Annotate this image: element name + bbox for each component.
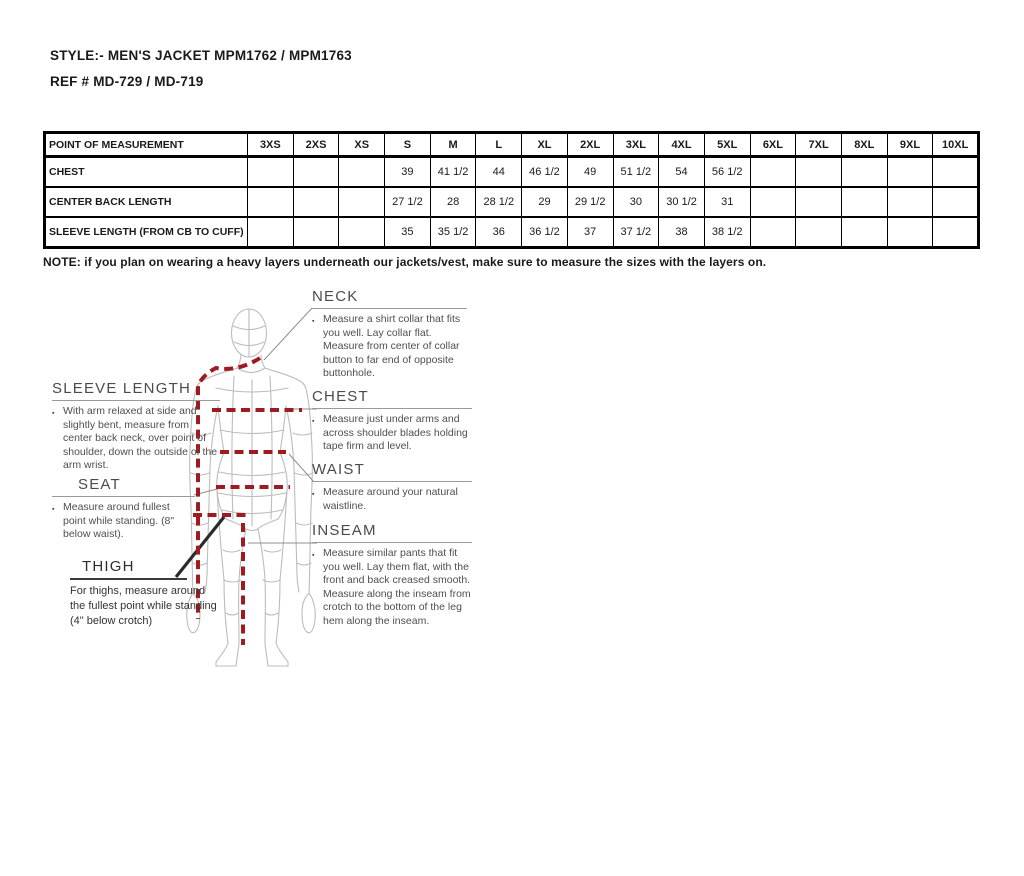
neck-description: ▪ Measure a shirt collar that fits you well. Lay collar flat. Measure from center of collar button to far end of opposite buttonhole. — [312, 313, 467, 381]
col-header-size: 2XL — [567, 133, 613, 157]
table-row-sleeve-length — [45, 217, 979, 248]
size-cell: 28 1/2 — [476, 187, 522, 217]
size-cell: 46 1/2 — [522, 157, 568, 188]
chest-description: ▪ Measure just under arms and across shoulder blades holding tape firm and level. — [312, 413, 472, 454]
size-cell: 31 — [704, 187, 750, 217]
inseam-title: INSEAM — [312, 522, 472, 543]
measurement-diagram — [40, 288, 500, 688]
size-cell: 35 1/2 — [430, 217, 476, 248]
size-cell — [887, 187, 933, 217]
seat-description: ▪ Measure around fullest point while standing. (8" below waist). — [52, 501, 195, 542]
waist-description: ▪ Measure around your natural waistline. — [312, 486, 472, 513]
inseam-description: ▪ Measure similar pants that fit you well. Lay them flat, with the front and back creased smooth. Measure along the inseam from crotch to the bottom of the leg hem along the inseam. — [312, 547, 472, 628]
row-label: CHEST — [45, 157, 248, 188]
size-cell — [248, 187, 294, 217]
sleeve-length-title: SLEEVE LENGTH — [52, 380, 220, 401]
size-cell — [750, 157, 796, 188]
size-cell — [796, 217, 842, 248]
waist-title: WAIST — [312, 461, 472, 482]
size-cell: 37 — [567, 217, 613, 248]
col-header-size: 9XL — [887, 133, 933, 157]
seat-label-block — [52, 476, 195, 542]
col-header-size: 7XL — [796, 133, 842, 157]
neck-title: NECK — [312, 288, 467, 309]
size-cell: 44 — [476, 157, 522, 188]
size-cell: 41 1/2 — [430, 157, 476, 188]
size-cell — [339, 187, 385, 217]
waist-label-block — [312, 461, 472, 513]
size-cell — [933, 157, 979, 188]
size-cell — [841, 217, 887, 248]
neck-label-block — [312, 288, 467, 381]
size-cell: 28 — [430, 187, 476, 217]
thigh-description: For thighs, measure around the fullest point while standing (4" below crotch) — [70, 585, 217, 627]
row-label: SLEEVE LENGTH (FROM CB TO CUFF) — [45, 217, 248, 248]
waist-leader-line — [289, 454, 314, 482]
col-header-size: L — [476, 133, 522, 157]
col-header-size: M — [430, 133, 476, 157]
row-label: CENTER BACK LENGTH — [45, 187, 248, 217]
size-cell: 36 1/2 — [522, 217, 568, 248]
size-cell — [750, 187, 796, 217]
sleeve-length-description: ▪ With arm relaxed at side and slightly bent, measure from center back neck, over point of shoulder, down the outside of the arm wrist. — [52, 405, 220, 473]
neck-leader-line — [264, 308, 312, 360]
seat-title: SEAT — [52, 476, 195, 497]
col-header-size: 6XL — [750, 133, 796, 157]
size-cell — [933, 187, 979, 217]
size-cell — [248, 217, 294, 248]
size-cell — [339, 217, 385, 248]
size-table — [43, 131, 980, 249]
size-chart — [43, 131, 977, 249]
size-cell: 37 1/2 — [613, 217, 659, 248]
col-header-size: 5XL — [704, 133, 750, 157]
size-cell — [887, 157, 933, 188]
col-header-point-of-measurement: POINT OF MEASUREMENT — [45, 133, 248, 157]
col-header-size: S — [385, 133, 431, 157]
size-cell: 30 — [613, 187, 659, 217]
inseam-label-block — [312, 522, 472, 628]
size-cell: 56 1/2 — [704, 157, 750, 188]
col-header-size: XS — [339, 133, 385, 157]
size-table-header-row — [45, 133, 979, 157]
col-header-size: 3XS — [248, 133, 294, 157]
col-header-size: 3XL — [613, 133, 659, 157]
size-cell — [887, 217, 933, 248]
size-cell — [796, 157, 842, 188]
size-cell: 54 — [659, 157, 705, 188]
size-cell — [293, 187, 339, 217]
col-header-size: 8XL — [841, 133, 887, 157]
size-cell — [796, 187, 842, 217]
thigh-title: THIGH — [70, 558, 187, 580]
size-cell — [293, 217, 339, 248]
chest-title: CHEST — [312, 388, 472, 409]
size-cell: 38 — [659, 217, 705, 248]
size-cell: 29 — [522, 187, 568, 217]
col-header-size: XL — [522, 133, 568, 157]
ref-number: REF # MD-729 / MD-719 — [50, 74, 204, 89]
size-cell: 51 1/2 — [613, 157, 659, 188]
size-cell — [339, 157, 385, 188]
table-row-chest — [45, 157, 979, 188]
size-cell: 27 1/2 — [385, 187, 431, 217]
size-cell: 36 — [476, 217, 522, 248]
size-cell: 49 — [567, 157, 613, 188]
size-cell — [293, 157, 339, 188]
size-cell — [841, 187, 887, 217]
col-header-size: 4XL — [659, 133, 705, 157]
size-cell: 39 — [385, 157, 431, 188]
size-cell — [750, 217, 796, 248]
table-row-center-back-length — [45, 187, 979, 217]
col-header-size: 10XL — [933, 133, 979, 157]
size-cell — [248, 157, 294, 188]
size-cell: 29 1/2 — [567, 187, 613, 217]
sleeve-length-label-block — [52, 380, 220, 473]
size-cell — [841, 157, 887, 188]
size-cell — [933, 217, 979, 248]
size-cell: 35 — [385, 217, 431, 248]
chest-label-block — [312, 388, 472, 454]
thigh-label-block — [70, 558, 222, 629]
style-title: STYLE:- MEN'S JACKET MPM1762 / MPM1763 — [50, 48, 352, 63]
size-cell: 38 1/2 — [704, 217, 750, 248]
size-cell: 30 1/2 — [659, 187, 705, 217]
col-header-size: 2XS — [293, 133, 339, 157]
layering-note: NOTE: if you plan on wearing a heavy layers underneath our jackets/vest, make sure to measure the sizes with the layers on. — [43, 255, 767, 269]
